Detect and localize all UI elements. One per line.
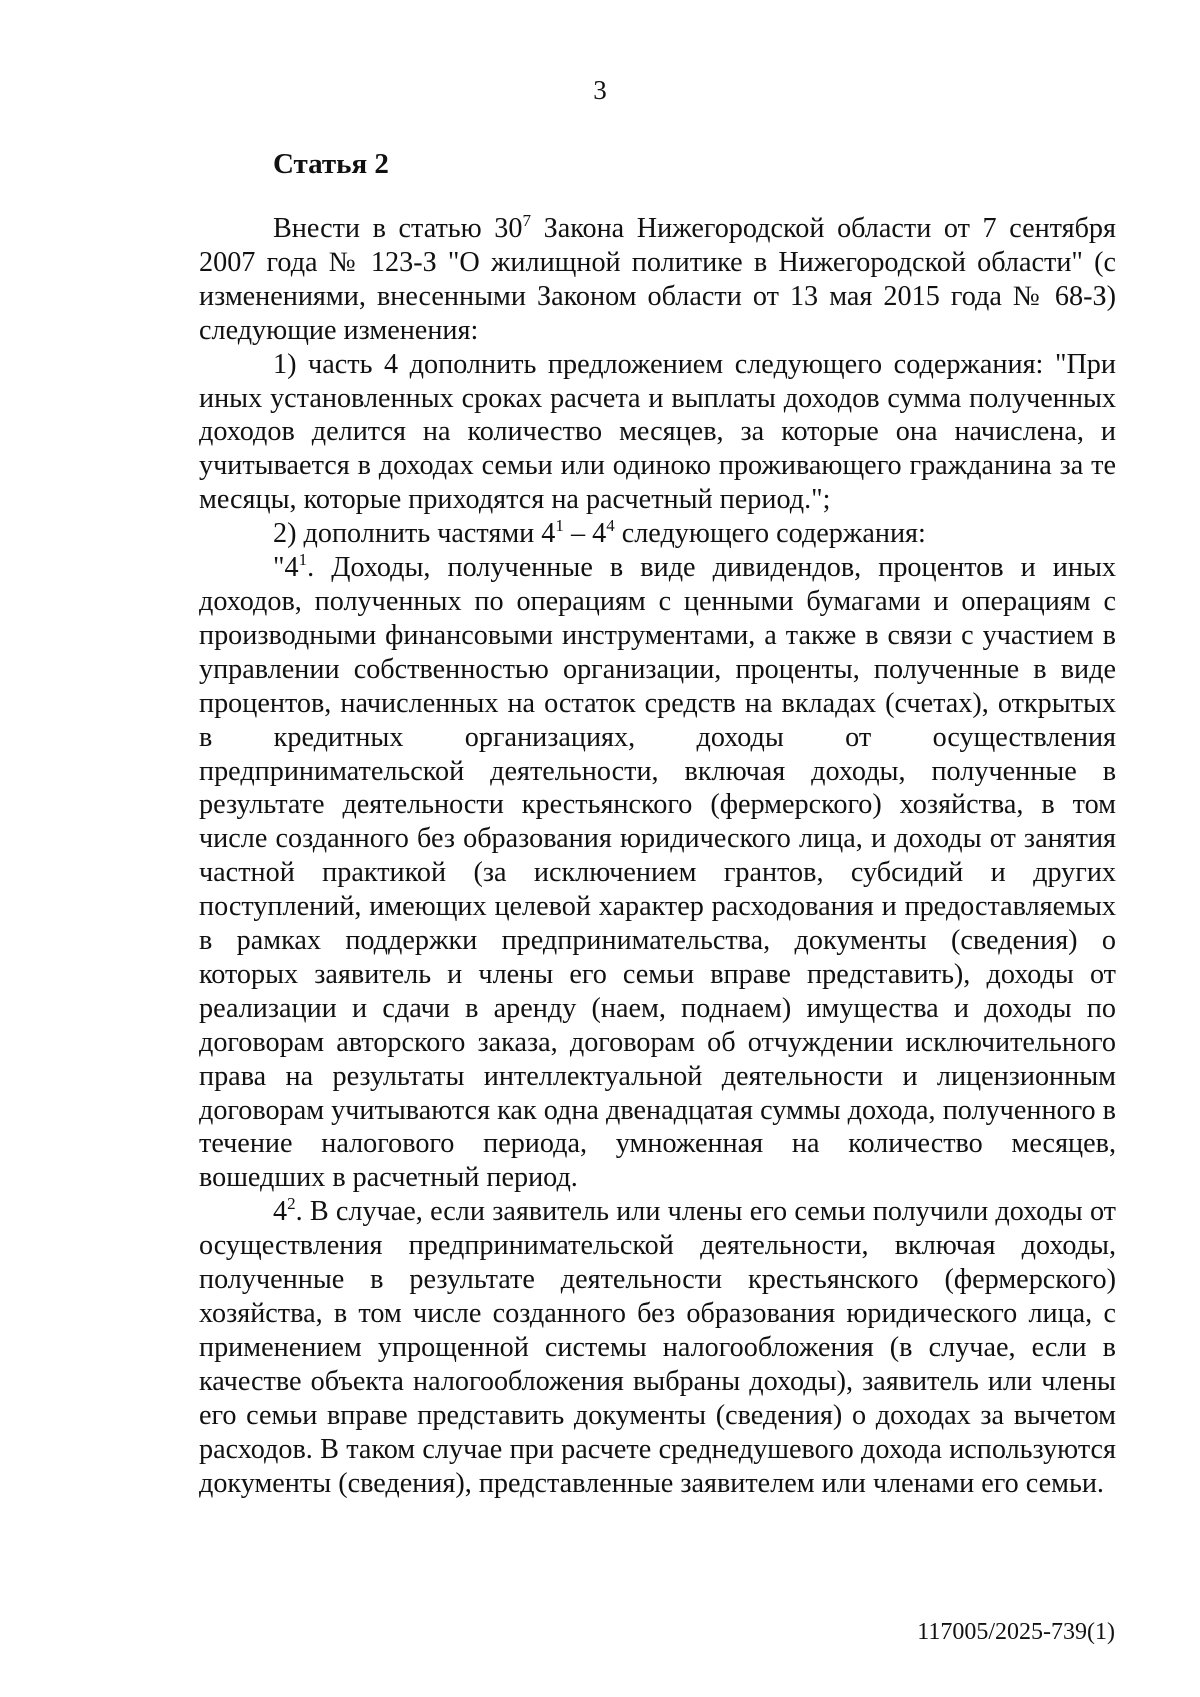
part-4-2-superscript: 2 xyxy=(287,1194,296,1214)
intro-text-end: Закона Нижегородской области от 7 сентября 2007 года № 123-З "О жилищной политике в Нижегородской области" (с изменениями, внесенными Законом области от 13 мая 2015 года № 68-З) следующие изменения: xyxy=(199,213,1116,346)
intro-superscript: 7 xyxy=(522,211,531,230)
part-4-1-paragraph xyxy=(199,551,1116,1195)
document-id: 117005/2025-739(1) xyxy=(917,1619,1115,1645)
intro-paragraph xyxy=(199,212,1116,348)
part-4-1-text: . Доходы, полученные в виде дивидендов, процентов и иных доходов, полученных по операциям с ценными бумагами и операциям с производными финансовыми инструментами, а также в связи с участием в управлении собственностью организации, проценты, полученные в виде процентов, начисленных на остаток средств на вкладах (счетах), открытых в кредитных организациях, доходы от осуществления предпринимательской деятельности, включая доходы, полученные в результате деятельности крестьянского (фермерского) хозяйства, в том числе созданного без образования юридического лица, и доходы от занятия частной практикой (за исключением грантов, субсидий и других поступлений, имеющих целевой характер расходования и предоставляемых в рамках поддержки предпринимательства, документы (сведения) о которых заявитель и члены его семьи вправе представить), доходы от реализации и сдачи в аренду (наем, поднаем) имущества и доходы по договорам авторского заказа, договорам об отчуждении исключительного права на результаты интеллектуальной деятельности и лицензионным договорам учитываются как одна двенадцатая суммы дохода, полученного в течение налогового периода, умноженная на количество месяцев, вошедших в расчетный период. xyxy=(199,552,1116,1194)
article-heading: Статья 2 xyxy=(273,148,389,180)
part-4-2-paragraph xyxy=(199,1195,1116,1500)
item-2-superscript-1: 1 xyxy=(555,516,564,536)
part-4-1-superscript: 1 xyxy=(298,550,308,570)
intro-text-start: Внести в статью 30 xyxy=(273,213,523,244)
part-4-2-text: . В случае, если заявитель или члены его семьи получили доходы от осуществления предпринимательской деятельности, включая доходы, полученные в результате деятельности крестьянского (фермерского) хозяйства, в том числе созданного без образования юридического лица, с применением упрощенной системы налогообложения (в случае, если в качестве объекта налогообложения выбраны доходы), заявитель или члены его семьи вправе представить документы (сведения) о доходах за вычетом расходов. В таком случае при расчете среднедушевого дохода используются документы (сведения), представленные заявителем или членами его семьи. xyxy=(199,1196,1116,1499)
part-4-1-prefix: "4 xyxy=(273,552,299,584)
item-2-text-end: следующего содержания: xyxy=(614,518,926,550)
item-1-paragraph: 1) часть 4 дополнить предложением следующего содержания: "При иных установленных сроках расчета и выплаты доходов сумма полученных доходов делится на количество месяцев, за которые она начислена, и учитывается в доходах семьи или одиноко проживающего гражданина за те месяцы, которые приходятся на расчетный период."; xyxy=(199,348,1116,516)
item-2-paragraph xyxy=(199,517,1116,551)
article-body xyxy=(199,212,1116,1500)
page-number: 3 xyxy=(593,75,607,105)
item-2-superscript-2: 4 xyxy=(606,516,615,536)
item-2-dash: – 4 xyxy=(563,518,607,550)
part-4-2-prefix: 4 xyxy=(273,1196,288,1228)
item-2-text-start: 2) дополнить частями 4 xyxy=(273,518,556,550)
